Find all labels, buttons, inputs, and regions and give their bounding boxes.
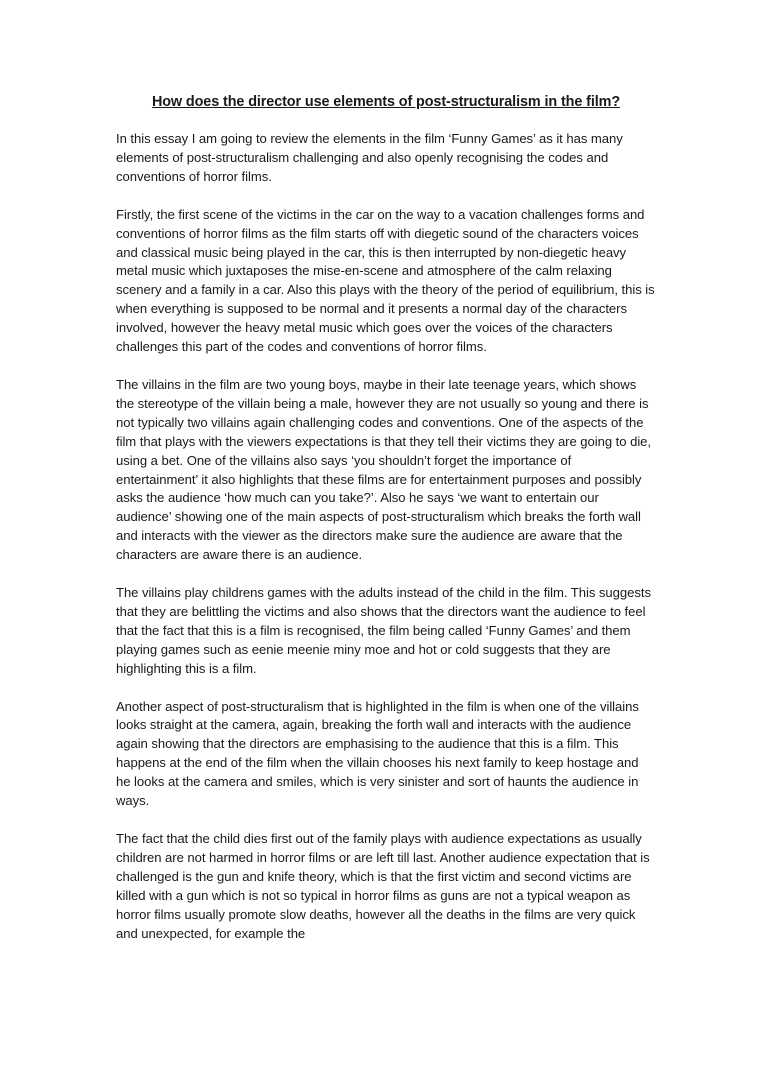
paragraph-villains: The villains in the film are two young boys, maybe in their late teenage years, which shows the stereotype of the villain being a male, however they are not usually so young and there is not typically two villains again challenging codes and conventions. One of the aspects of the film that plays with the viewers expectations is that they tell their victims they are going to die, using a bet. One of the villains also says ‘you shouldn’t forget the importance of entertainment’ it also highlights that these films are for entertainment purposes and possibly asks the audience ‘how much can you take?’. Also he says ‘we want to entertain our audience’ showing one of the main aspects of post-structuralism which breaks the forth wall and interacts with the viewer as the directors make sure the audience are aware that the characters are aware there is an audience. [116,376,652,563]
paragraph-fourth-wall: Another aspect of post-structuralism that is highlighted in the film is when one of the villains looks straight at the camera, again, breaking the forth wall and interacts with the audience again showing that the directors are emphasising to the audience that this is a film. This happens at the end of the film when the villain chooses his next family to keep hostage and he looks at the camera and smiles, which is very sinister and sort of haunts the audience in ways. [116,698,639,809]
paragraph-opening-scene: Firstly, the first scene of the victims in the car on the way to a vacation challenges forms and conventions of horror films as the film starts off with diegetic sound of the characters voices and classical music being played in the car, this is then interrupted by non-diegetic heavy metal music which juxtaposes the mise-en-scene and atmosphere of the calm relaxing scenery and a family in a car. Also this plays with the theory of the period of equilibrium, this is when everything is supposed to be normal and it presents a normal day of the characters involved, however the heavy metal music which goes over the voices of the characters challenges this part of the codes and conventions of horror films. [116,206,655,355]
paragraph-childrens-games: The villains play childrens games with the adults instead of the child in the film. This suggests that they are belittling the victims and also shows that the directors want the audience to feel that the fact that this is a film is recognised, the film being called ‘Funny Games’ and them playing games such as eenie meenie miny moe and hot or cold suggests that they are highlighting this is a film. [116,585,651,676]
document-body [116,93,656,962]
paragraph-intro: In this essay I am going to review the elements in the film ‘Funny Games’ as it has many elements of post-structuralism challenging and also openly recognising the codes and conventions of horror films. [116,131,623,184]
paragraph-audience-expectations: The fact that the child dies first out of the family plays with audience expectations as usually children are not harmed in horror films or are left till last. Another audience expectation that is challenged is the gun and knife theory, which is that the first victim and second victims are killed with a gun which is not so typical in horror films as guns are not a typical weapon as horror films usually promote slow deaths, however all the deaths in the films are very quick and unexpected, for example the [116,831,650,941]
essay-title: How does the director use elements of post-structuralism in the film? [151,94,621,110]
